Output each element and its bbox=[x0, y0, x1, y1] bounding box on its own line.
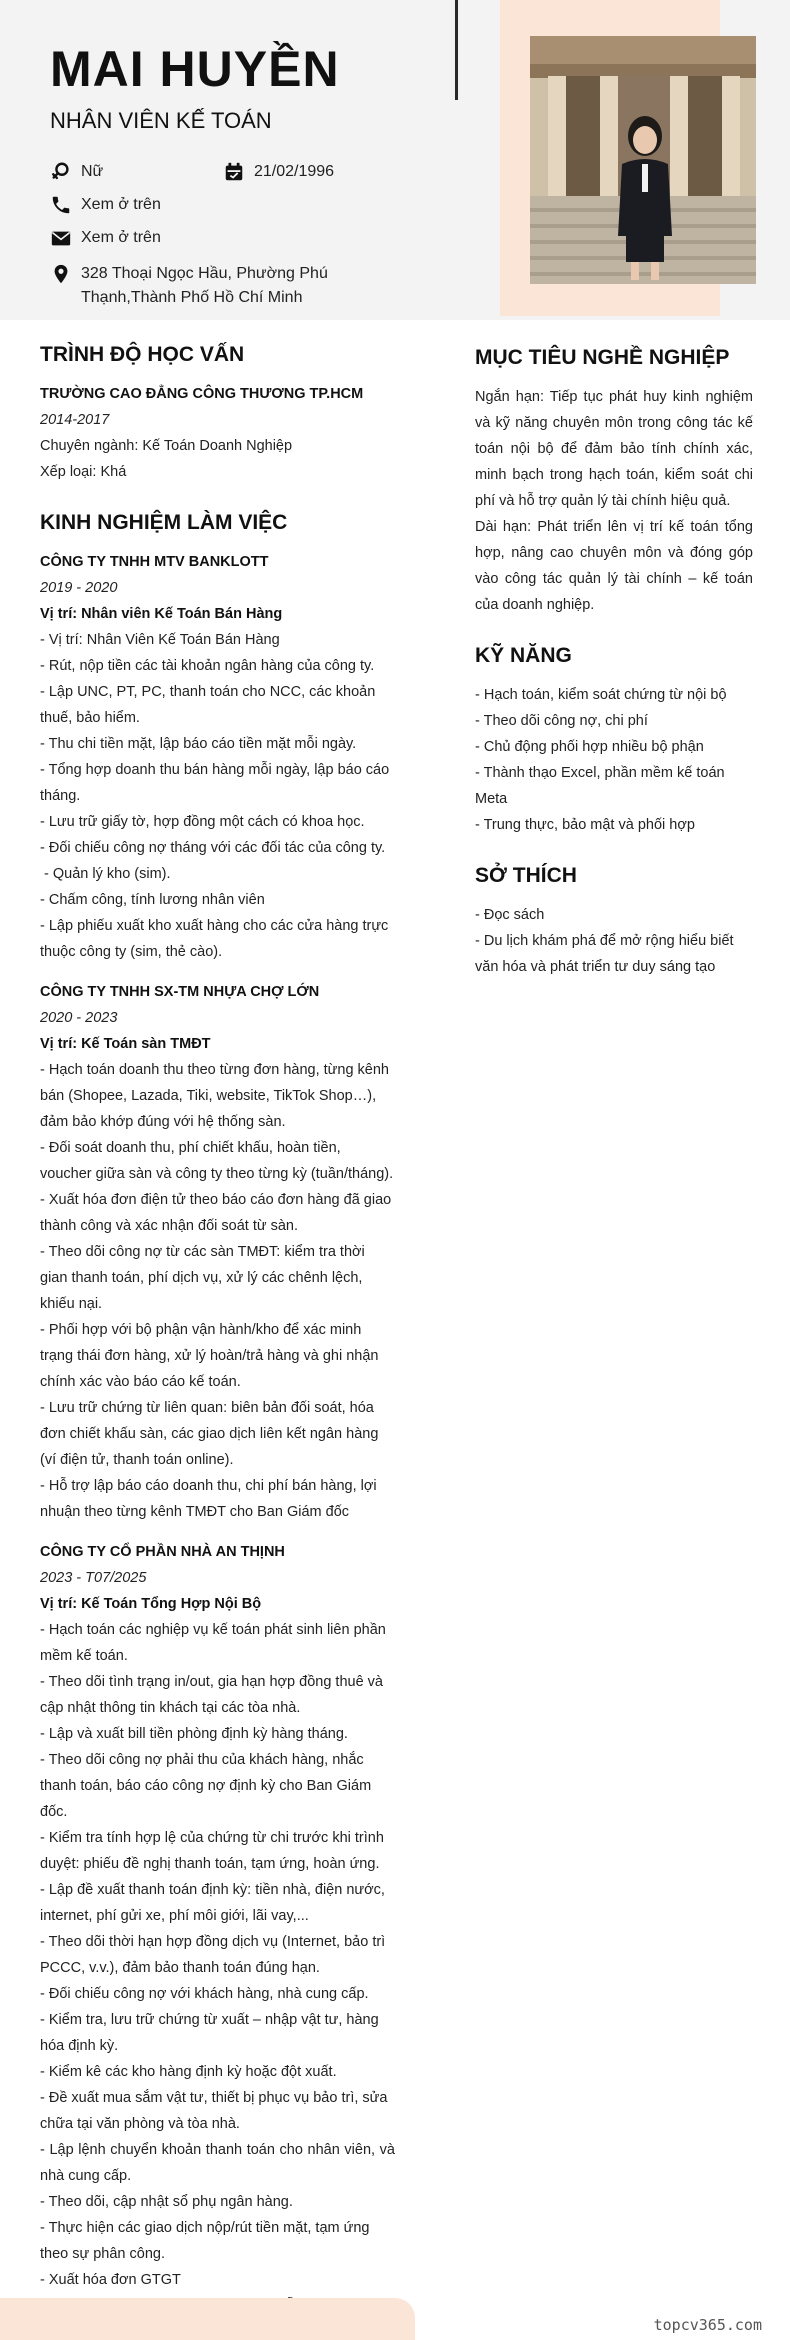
candidate-role: NHÂN VIÊN KẾ TOÁN bbox=[50, 108, 272, 133]
right-column bbox=[475, 346, 753, 980]
gender-icon bbox=[50, 161, 72, 183]
job-position: Vị trí: Nhân viên Kế Toán Bán Hàng bbox=[40, 606, 283, 622]
footer-watermark: topcv365.com bbox=[653, 2316, 762, 2334]
gender-row bbox=[50, 160, 103, 184]
header-divider bbox=[455, 0, 458, 100]
birthday-value: 21/02/1996 bbox=[254, 163, 335, 180]
job-duty: - Xuất hóa đơn GTGT bbox=[40, 2272, 181, 2288]
experience-section bbox=[40, 511, 395, 2340]
education-section bbox=[40, 343, 395, 485]
job-duty: - Đề xuất mua sắm vật tư, thiết bị phục vụ bảo trì, sửa chữa tại văn phòng và tòa nhà. bbox=[40, 2090, 388, 2132]
email-value: Xem ở trên bbox=[81, 229, 161, 246]
job-duty: - Kiểm tra, lưu trữ chứng từ xuất – nhập vật tư, hàng hóa định kỳ. bbox=[40, 2012, 379, 2054]
job-duty: - Theo dõi tình trạng in/out, gia hạn hợp đồng thuê và cập nhật thông tin khách tại các tòa nhà. bbox=[40, 1674, 383, 1716]
job-duty: - Lưu trữ chứng từ liên quan: biên bản đối soát, hóa đơn chiết khấu sàn, các giao dịch liên kết ngân hàng (ví điện tử, thanh toán online). bbox=[40, 1400, 379, 1468]
left-column bbox=[40, 343, 395, 2340]
address-value: 328 Thoại Ngọc Hầu, Phường Phú Thạnh,Thành Phố Hồ Chí Minh bbox=[81, 265, 328, 306]
profile-photo-illustration bbox=[530, 36, 756, 284]
job-period: 2020 - 2023 bbox=[40, 1010, 118, 1026]
education-period: 2014-2017 bbox=[40, 412, 110, 428]
job-period: 2019 - 2020 bbox=[40, 580, 118, 596]
job-duty: - Theo dõi công nợ từ các sàn TMĐT: kiểm tra thời gian thanh toán, phí dịch vụ, xử lý các chênh lệch, khiếu nại. bbox=[40, 1244, 365, 1312]
job-duty: - Lập UNC, PT, PC, thanh toán cho NCC, các khoản thuế, bảo hiểm. bbox=[40, 684, 376, 726]
job-duty: - Kiểm tra tính hợp lệ của chứng từ chi trước khi trình duyệt: phiếu đề nghị thanh toán, tạm ứng, hoàn ứng. bbox=[40, 1830, 384, 1872]
job-period: 2023 - T07/2025 bbox=[40, 1570, 147, 1586]
job-duty: - Đối chiếu công nợ tháng với các đối tác của công ty. bbox=[40, 840, 386, 856]
job-duty: - Lưu trữ giấy tờ, hợp đồng một cách có khoa học. bbox=[40, 814, 365, 830]
job-duty: - Hạch toán doanh thu theo từng đơn hàng, từng kênh bán (Shopee, Lazada, Tiki, website, TikTok Shop…), đảm bảo khớp đúng với hệ thống sàn. bbox=[40, 1062, 389, 1130]
job-duty: - Kiểm kê các kho hàng định kỳ hoặc đột xuất. bbox=[40, 2064, 337, 2080]
education-major: Chuyên ngành: Kế Toán Doanh Nghiệp bbox=[40, 438, 293, 454]
job-duty: - Quản lý kho (sim). bbox=[40, 866, 171, 882]
skill-item: - Trung thực, bảo mật và phối hợp bbox=[475, 817, 695, 833]
calendar-icon bbox=[223, 161, 245, 183]
job-duty: - Lập và xuất bill tiền phòng định kỳ hàng tháng. bbox=[40, 1726, 348, 1742]
objective-long-term: Dài hạn: Phát triển lên vị trí kế toán tổng hợp, nâng cao chuyên môn và đóng góp vào công tác quản lý tài chính – kế toán của doanh nghiệp. bbox=[475, 519, 753, 613]
job-duty: - Đối soát doanh thu, phí chiết khấu, hoàn tiền, voucher giữa sàn và công ty theo từng kỳ (tuần/tháng). bbox=[40, 1140, 394, 1182]
job-duty: - Phối hợp với bộ phận vận hành/kho để xác minh trạng thái đơn hàng, xử lý hoàn/trả hàng và ghi nhận chính xác vào báo cáo kế toán. bbox=[40, 1322, 379, 1390]
skill-item: - Thành thạo Excel, phần mềm kế toán Meta bbox=[475, 765, 725, 807]
job-duty: - Lập lệnh chuyển khoản thanh toán cho nhân viên, và nhà cung cấp. bbox=[40, 2142, 395, 2184]
job-duty: - Vị trí: Nhân Viên Kế Toán Bán Hàng bbox=[40, 632, 280, 648]
hobby-item: - Du lịch khám phá để mở rộng hiểu biết văn hóa và phát triển tư duy sáng tạo bbox=[475, 933, 734, 975]
job-duty: - Lập phiếu xuất kho xuất hàng cho các cửa hàng trực thuộc công ty (sim, thẻ cào). bbox=[40, 918, 389, 960]
job-company: CÔNG TY TNHH MTV BANKLOTT bbox=[40, 554, 269, 570]
candidate-name: MAI HUYỀN bbox=[50, 41, 340, 97]
phone-icon bbox=[50, 194, 72, 216]
job-duty: - Theo dõi công nợ phải thu của khách hàng, nhắc thanh toán, báo cáo công nợ định kỳ cho Ban Giám đốc. bbox=[40, 1752, 372, 1820]
hobby-item: - Đọc sách bbox=[475, 907, 545, 923]
education-grade: Xếp loại: Khá bbox=[40, 464, 127, 480]
skills-section bbox=[475, 644, 753, 838]
birthday-row bbox=[223, 160, 334, 184]
objective-section bbox=[475, 346, 753, 618]
school-name: TRƯỜNG CAO ĐẲNG CÔNG THƯƠNG TP.HCM bbox=[40, 386, 364, 402]
job-company: CÔNG TY TNHH SX-TM NHỰA CHỢ LỚN bbox=[40, 984, 320, 1000]
job-duty: - Hỗ trợ lập báo cáo doanh thu, chi phí bán hàng, lợi nhuận theo từng kênh TMĐT cho Ban Giám đốc bbox=[40, 1478, 377, 1520]
job-duty: - Lập đề xuất thanh toán định kỳ: tiền nhà, điện nước, internet, phí gửi xe, phí môi giới, lãi vay,... bbox=[40, 1882, 385, 1924]
skills-title: KỸ NĂNG bbox=[475, 644, 572, 667]
job-duty: - Hạch toán các nghiệp vụ kế toán phát sinh liên phần mềm kế toán. bbox=[40, 1622, 386, 1664]
footer-accent bbox=[0, 2298, 415, 2340]
skill-item: - Chủ động phối hợp nhiều bộ phận bbox=[475, 739, 704, 755]
job-duty: - Theo dõi thời hạn hợp đồng dịch vụ (Internet, bảo trì PCCC, v.v.), đảm bảo thanh toán đúng hạn. bbox=[40, 1934, 386, 1976]
job-duty: - Chấm công, tính lương nhân viên bbox=[40, 892, 265, 908]
job-entry bbox=[40, 979, 395, 1525]
address-row bbox=[50, 262, 380, 310]
job-position: Vị trí: Kế Toán sàn TMĐT bbox=[40, 1036, 211, 1052]
job-duty: - Thu chi tiền mặt, lập báo cáo tiền mặt mỗi ngày. bbox=[40, 736, 357, 752]
skill-item: - Theo dõi công nợ, chi phí bbox=[475, 713, 648, 729]
education-title: TRÌNH ĐỘ HỌC VẤN bbox=[40, 343, 245, 366]
experience-title: KINH NGHIỆM LÀM VIỆC bbox=[40, 511, 288, 534]
email-icon bbox=[50, 227, 72, 249]
job-duty: - Rút, nộp tiền các tài khoản ngân hàng của công ty. bbox=[40, 658, 375, 674]
objective-short-term: Ngắn hạn: Tiếp tục phát huy kinh nghiệm và kỹ năng chuyên môn trong công tác kế toán nội bộ để đảm bảo tính chính xác, minh bạch trong hạch toán, kiểm soát chi phí và hỗ trợ quản lý tài chính hiệu quả. bbox=[475, 389, 753, 509]
hobbies-section bbox=[475, 864, 753, 980]
job-company: CÔNG TY CỔ PHẦN NHÀ AN THỊNH bbox=[40, 1544, 285, 1560]
gender-value: Nữ bbox=[81, 163, 104, 180]
job-duty: - Đối chiếu công nợ với khách hàng, nhà cung cấp. bbox=[40, 1986, 369, 2002]
job-duty: - Xuất hóa đơn điện tử theo báo cáo đơn hàng đã giao thành công và xác nhận đối soát từ sàn. bbox=[40, 1192, 392, 1234]
phone-row bbox=[50, 193, 161, 217]
job-duty: - Thực hiện các giao dịch nộp/rút tiền mặt, tạm ứng theo sự phân công. bbox=[40, 2220, 370, 2262]
skill-item: - Hạch toán, kiểm soát chứng từ nội bộ bbox=[475, 687, 727, 703]
job-duty: - Theo dõi, cập nhật sổ phụ ngân hàng. bbox=[40, 2194, 293, 2210]
job-position: Vị trí: Kế Toán Tổng Hợp Nội Bộ bbox=[40, 1596, 262, 1612]
phone-value: Xem ở trên bbox=[81, 196, 161, 213]
profile-photo bbox=[530, 36, 756, 284]
job-entry bbox=[40, 1539, 395, 2340]
job-entry bbox=[40, 549, 395, 965]
objective-title: MỤC TIÊU NGHỀ NGHIỆP bbox=[475, 346, 730, 369]
hobbies-title: SỞ THÍCH bbox=[475, 864, 577, 887]
location-icon bbox=[50, 263, 72, 285]
job-duty: - Tổng hợp doanh thu bán hàng mỗi ngày, lập báo cáo tháng. bbox=[40, 762, 390, 804]
email-row bbox=[50, 226, 161, 250]
